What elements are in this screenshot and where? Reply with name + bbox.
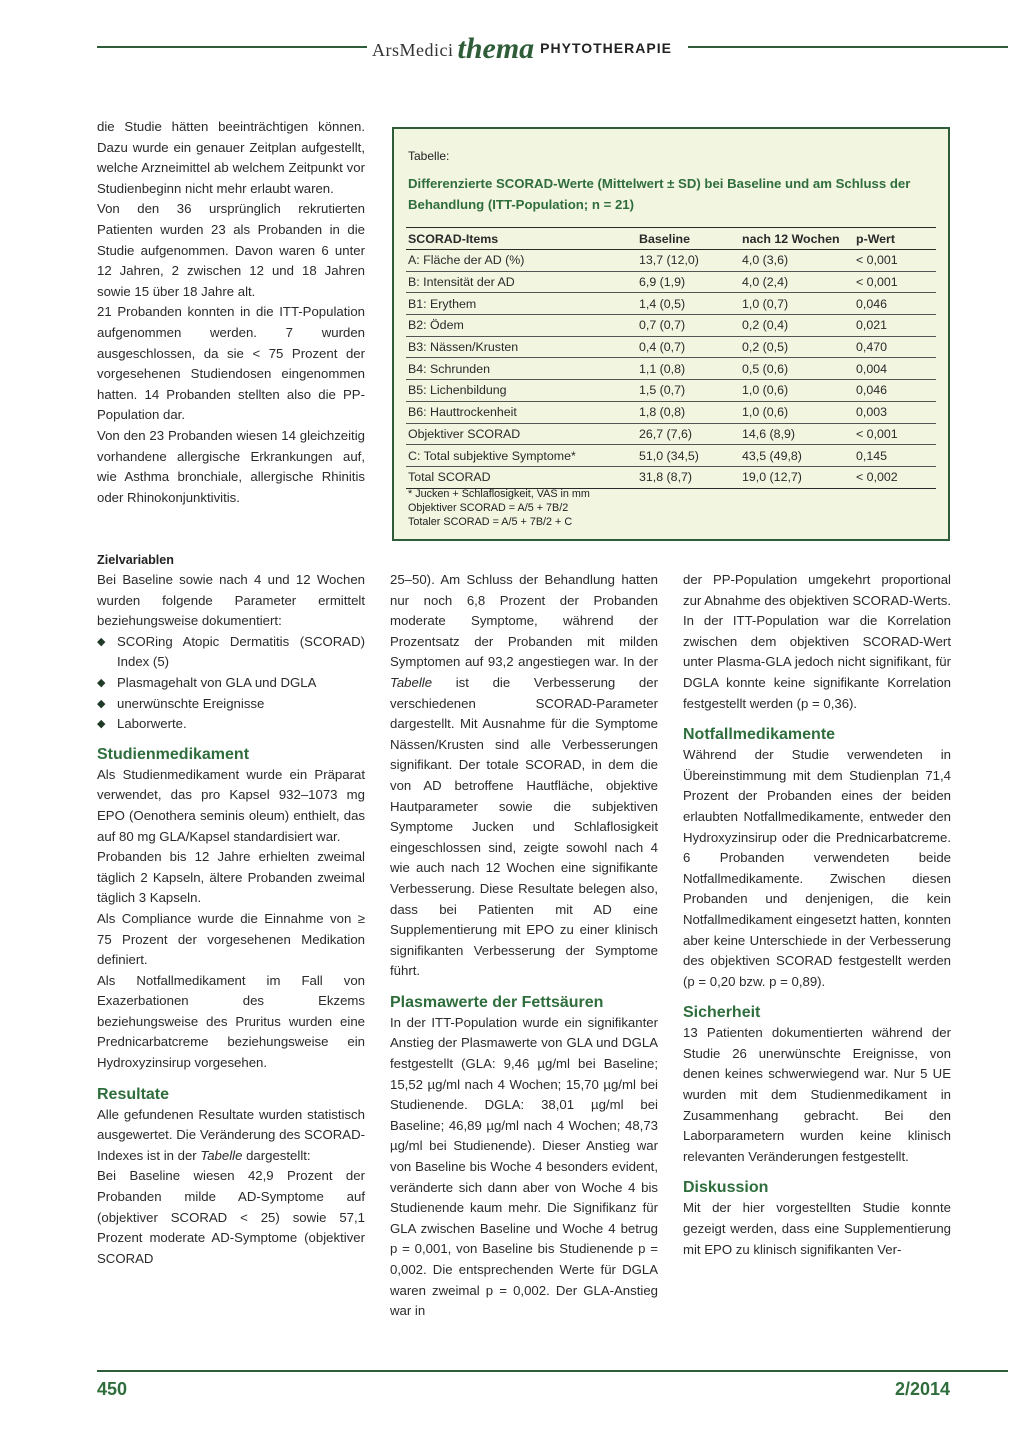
thema-logo: thema	[457, 32, 535, 65]
table-row	[406, 445, 936, 467]
table-cell: 1,1 (0,8)	[637, 358, 740, 380]
table-cell: B4: Schrunden	[406, 358, 637, 380]
table-cell: 0,145	[854, 445, 936, 467]
table-cell: 0,2 (0,4)	[740, 315, 854, 337]
column-3	[683, 570, 951, 1260]
list-item-text: Plasmagehalt von GLA und DGLA	[117, 674, 317, 690]
header-brand	[372, 30, 672, 66]
brand-logo: ArsMedici	[372, 40, 454, 60]
table-footnotes	[408, 487, 590, 529]
section-heading-resultate: Resultate	[97, 1085, 170, 1103]
table-footnote: Totaler SCORAD = A/5 + 7B/2 + C	[408, 516, 573, 528]
table-cell: 0,4 (0,7)	[637, 336, 740, 358]
table-cell: 26,7 (7,6)	[637, 423, 740, 445]
table-row	[406, 336, 936, 358]
table-cell: A: Fläche der AD (%)	[406, 250, 637, 272]
table-cell: Total SCORAD	[406, 466, 637, 488]
paragraph: 13 Patienten dokumentierten während der Studie 26 unerwünschte Ereignisse, von denen keines schwerwiegend war. Nur 5 UE wurden mit dem Studienmedikament in Zusammenhang gebracht. Bei den Laborparametern wurden keine klinisch relevanten Veränderungen festgestellt.	[683, 1025, 951, 1164]
text-span: Alle gefundenen Resultate wurden statistisch ausgewertet. Die Veränderung des SCORAD-Indexes ist in der	[97, 1106, 365, 1163]
list-item-text: unerwünschte Ereignisse	[117, 695, 265, 711]
paragraph: Bei Baseline wiesen 42,9 Prozent der Probanden milde AD-Symptome auf (objektiver SCORAD < 25) sowie 57,1 Prozent moderate AD-Symptome (objektiver SCORAD	[97, 1168, 365, 1266]
table-cell: < 0,001	[854, 423, 936, 445]
table-cell: 1,4 (0,5)	[637, 293, 740, 315]
table-cell: 0,004	[854, 358, 936, 380]
table-cell: 19,0 (12,7)	[740, 466, 854, 488]
table-footnote: * Jucken + Schlaflosigkeit, VAS in mm	[408, 488, 590, 500]
list-item	[97, 632, 365, 673]
table-row	[406, 250, 936, 272]
table-header-row	[406, 228, 936, 250]
table-cell: Objektiver SCORAD	[406, 423, 637, 445]
table-reference: Tabelle	[200, 1147, 243, 1163]
table-cell: B2: Ödem	[406, 315, 637, 337]
paragraph	[390, 570, 658, 982]
paragraph	[97, 1105, 365, 1167]
list-item	[97, 694, 365, 715]
section-title: PHYTOTHERAPIE	[540, 40, 672, 56]
table-cell: 43,5 (49,8)	[740, 445, 854, 467]
section-heading-studienmedikament: Studienmedikament	[97, 745, 250, 763]
table-row	[406, 293, 936, 315]
table-cell: 0,5 (0,6)	[740, 358, 854, 380]
paragraph: Von den 36 ursprünglich rekrutierten Patienten wurden 23 als Probanden in die Studie aufgenommen. Davon waren 6 unter 12 Jahren, 2 zwischen 12 und 18 Jahren sowie 15 über 18 Jahre alt.	[97, 201, 365, 299]
paragraph: Probanden bis 12 Jahre erhielten zweimal täglich 2 Kapseln, ältere Probanden zweimal täglich 3 Kapseln.	[97, 849, 365, 906]
table-row	[406, 401, 936, 423]
section-heading-zielvariablen: Zielvariablen	[97, 553, 174, 567]
paragraph: Bei Baseline sowie nach 4 und 12 Wochen wurden folgende Parameter ermittelt beziehungsweise dokumentiert:	[97, 572, 365, 629]
table-cell: 4,0 (3,6)	[740, 250, 854, 272]
table-row	[406, 380, 936, 402]
diamond-bullet-icon: ◆	[97, 635, 106, 648]
bullet-list	[97, 632, 365, 735]
paragraph: der PP-Population umgekehrt proportional zur Abnahme des objektiven SCORAD-Werts. In der ITT-Population war die Korrelation zwischen dem objektiven SCORAD-Wert unter Plasma-GLA jedoch nicht signifikant, für DGLA konnte keine signifikante Korrelation festgestellt werden (p = 0,36).	[683, 572, 952, 711]
table-header-cell: SCORAD-Items	[406, 228, 637, 250]
table-footnote: Objektiver SCORAD = A/5 + 7B/2	[408, 502, 569, 514]
table-cell: 1,0 (0,7)	[740, 293, 854, 315]
section-heading-diskussion: Diskussion	[683, 1179, 769, 1197]
column-1-bottom	[97, 550, 365, 1269]
table-cell: 31,8 (8,7)	[637, 466, 740, 488]
table-cell: 1,0 (0,6)	[740, 401, 854, 423]
page-number: 450	[97, 1379, 128, 1399]
issue-number: 2/2014	[894, 1379, 950, 1399]
table-cell: 0,2 (0,5)	[740, 336, 854, 358]
section-heading-plasmawerte: Plasmawerte der Fettsäuren	[390, 993, 604, 1011]
column-1-top	[97, 117, 365, 508]
header-rule-left	[97, 46, 367, 48]
scorad-table	[406, 227, 936, 489]
table-row	[406, 315, 936, 337]
diamond-bullet-icon: ◆	[97, 676, 106, 689]
table-cell: 0,003	[854, 401, 936, 423]
scorad-table-box	[392, 127, 950, 541]
table-reference: Tabelle	[390, 674, 433, 690]
table-cell: B: Intensität der AD	[406, 271, 637, 293]
list-item	[97, 673, 365, 694]
table-cell: 0,046	[854, 293, 936, 315]
table-cell: 13,7 (12,0)	[637, 250, 740, 272]
section-heading-sicherheit: Sicherheit	[683, 1004, 761, 1022]
table-cell: B6: Hauttrockenheit	[406, 401, 637, 423]
paragraph: Als Studienmedikament wurde ein Präparat verwendet, das pro Kapsel 932–1073 mg EPO (Oenothera seminis oleum) enthielt, das auf 80 mg GLA/Kapsel standardisiert war.	[97, 766, 365, 844]
table-row	[406, 271, 936, 293]
text-span: 25–50). Am Schluss der Behandlung hatten nur noch 6,8 Prozent der Probanden moderate Symptome, während der Prozentsatz der Probanden mit milden Symptomen auf 93,2 angestiegen war. In der	[390, 572, 658, 670]
table-cell: < 0,001	[854, 250, 936, 272]
table-header-cell: nach 12 Wochen	[740, 228, 854, 250]
paragraph: Von den 23 Probanden wiesen 14 gleichzeitig vorhandene allergische Erkrankungen auf, wie Asthma bronchiale, allergische Rhinitis oder Rhinokonjunktivitis.	[97, 427, 365, 505]
table-cell: 0,021	[854, 315, 936, 337]
paragraph: 21 Probanden konnten in die ITT-Population aufgenommen werden. 7 wurden ausgeschlossen, da sie < 75 Prozent der vorgesehenen Studiendosen eingenommen hatten. 14 Probanden stellten also die PP-Population dar.	[97, 304, 365, 423]
paragraph: Mit der hier vorgestellten Studie konnte gezeigt werden, dass eine Supplementierung mit EPO zu klinisch signifikanten Ver-	[683, 1200, 951, 1257]
table-cell: 14,6 (8,9)	[740, 423, 854, 445]
footer-rule	[97, 1370, 1008, 1372]
paragraph: die Studie hätten beeinträchtigen können. Dazu wurde ein genauer Zeitplan aufgestellt, welche Arzneimittel ab welchem Zeitpunkt vor Studienbeginn nicht mehr erlaubt waren.	[97, 119, 365, 196]
table-caption: Tabelle:	[408, 149, 450, 163]
table-cell: 0,046	[854, 380, 936, 402]
paragraph: Als Notfallmedikament im Fall von Exazerbationen des Ekzems beziehungsweise des Pruritus wurden eine Prednicarbatcreme beziehungsweise ein Hydroxyzinsirup vorgesehen.	[97, 972, 365, 1071]
table-cell: 1,5 (0,7)	[637, 380, 740, 402]
paragraph: Während der Studie verwendeten in Übereinstimmung mit dem Studienplan 71,4 Prozent der Probanden eines der beiden erlaubten Notfallmedikamente, entweder den Hydroxyzinsirup oder die Prednicarbatcreme. 6 Probanden verwendeten beide Notfallmedikamente. Zwischen diesen Probanden und denjenigen, die kein Notfallmedikament eingesetzt hatten, konnten aber keine Unterschiede in der Verbesserung des objektiven SCORAD festgestellt werden (p = 0,20 bzw. p = 0,89).	[683, 747, 951, 989]
column-2	[390, 570, 658, 1322]
table-cell: 0,470	[854, 336, 936, 358]
paragraph: Als Compliance wurde die Einnahme von ≥ 75 Prozent der vorgesehenen Medikation definiert.	[97, 910, 365, 968]
list-item	[97, 714, 365, 735]
table-cell: B5: Lichenbildung	[406, 380, 637, 402]
table-cell: C: Total subjektive Symptome*	[406, 445, 637, 467]
text-span: ist die Verbesserung der verschiedenen SCORAD-Parameter dargestellt. Mit Ausnahme für die Symptome Nässen/Krusten sind alle Verbesserungen signifikant. Der totale SCORAD, in dem die von AD betroffene Hautfläche, objektive Hautparameter sowie die subjektiven Symptome Jucken und Schlaflosigkeit eingeschlossen sind, zeigte sowohl nach 4 wie auch nach 12 Wochen eine signifikante Verbesserung. Diese Resultate belegen also, dass bei Patienten mit AD eine Supplementierung mit EPO zu einer klinisch signifikanten Verbesserung der Symptome führt.	[390, 674, 658, 979]
diamond-bullet-icon: ◆	[97, 697, 106, 710]
table-header-cell: p-Wert	[854, 228, 936, 250]
table-header-cell: Baseline	[637, 228, 740, 250]
diamond-bullet-icon: ◆	[97, 718, 106, 731]
table-row	[406, 423, 936, 445]
table-cell: B3: Nässen/Krusten	[406, 336, 637, 358]
table-cell: < 0,001	[854, 271, 936, 293]
table-cell: B1: Erythem	[406, 293, 637, 315]
table-cell: < 0,002	[854, 466, 936, 488]
table-cell: 1,8 (0,8)	[637, 401, 740, 423]
table-title: Differenzierte SCORAD-Werte (Mittelwert ± SD) bei Baseline und am Schluss der Behandlung (ITT-Population; n = 21)	[408, 176, 911, 212]
paragraph: In der ITT-Population wurde ein signifikanter Anstieg der Plasmawerte von GLA und DGLA festgestellt (GLA: 9,46 µg/ml bei Baseline; 15,52 µg/ml nach 4 Wochen; 15,70 µg/ml bei Studienende. DGLA: 38,01 µg/ml bei Baseline; 46,89 µg/ml nach 4 Wochen; 48,73 µg/ml bei Studienende). Dieser Anstieg war von Baseline bis Woche 4 besonders evident, veränderte sich dann aber von Woche 4 bis Studienende kaum mehr. Die Signifikanz für GLA zwischen Baseline und Woche 4 betrug p = 0,001, von Baseline bis Studienende p = 0,002. Die entsprechenden Werte für DGLA waren zweimal p = 0,002. Der GLA-Anstieg war in	[390, 1014, 658, 1319]
table-cell: 6,9 (1,9)	[637, 271, 740, 293]
table-cell: 4,0 (2,4)	[740, 271, 854, 293]
list-item-text: Laborwerte.	[117, 716, 187, 732]
list-item-text: SCORing Atopic Dermatitis (SCORAD) Index (5)	[117, 633, 365, 670]
table-row	[406, 466, 936, 488]
text-span: dargestellt:	[242, 1147, 311, 1163]
table-cell: 0,7 (0,7)	[637, 315, 740, 337]
table-row	[406, 358, 936, 380]
header-rule-right	[688, 46, 1008, 48]
section-heading-notfallmedikamente: Notfallmedikamente	[683, 726, 836, 744]
table-cell: 51,0 (34,5)	[637, 445, 740, 467]
table-cell: 1,0 (0,6)	[740, 380, 854, 402]
